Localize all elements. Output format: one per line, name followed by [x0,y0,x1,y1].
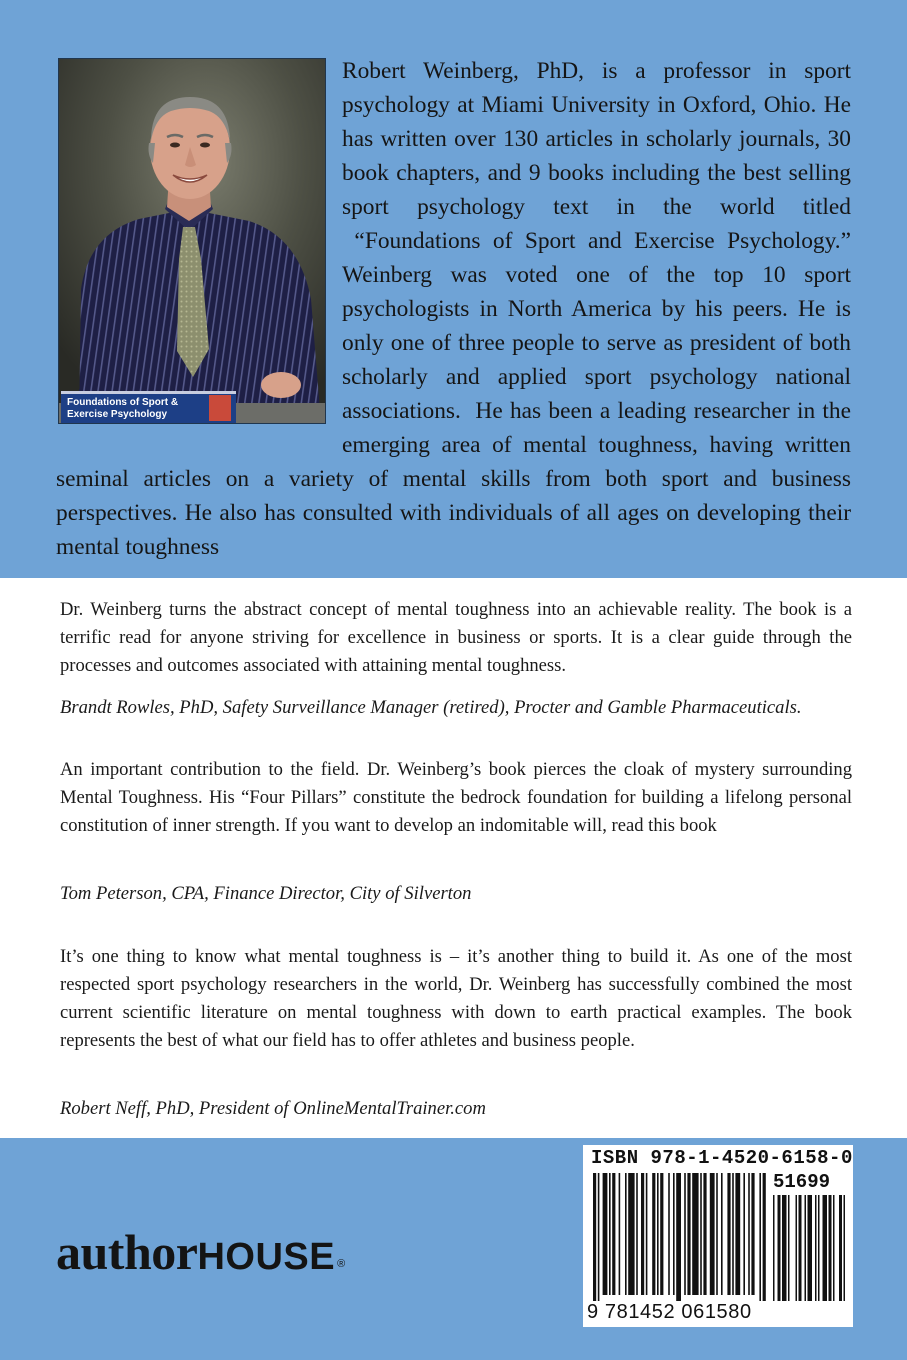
barcode-bar [735,1173,740,1295]
barcode-bar [692,1173,698,1295]
barcode-bar [732,1173,734,1295]
barcode-bar [673,1173,675,1295]
addon-bar [808,1195,813,1301]
barcode-bar [684,1173,686,1295]
barcode-bar [619,1173,621,1295]
barcode-bar [703,1173,706,1295]
addon-bar [805,1195,807,1301]
addon-bar [778,1195,781,1301]
barcode-bar [748,1173,750,1295]
barcode-bar [759,1173,761,1301]
addon-bar [773,1195,775,1301]
barcode-bar [612,1173,615,1295]
barcode-bar [660,1173,663,1295]
testimonial-3-text: It’s one thing to know what mental toughness is – it’s another thing to build it. As one of the most respected sport psychology researchers in the world, Dr. Weinberg has successfully combined the most current scientific literature on mental toughness with down to earth practical examples. The book represents the best of what our field has to offer athletes and business people. [60,946,852,1051]
publisher-logo-part1: author [56,1224,198,1280]
barcode-bars [593,1173,847,1301]
barcode-bar [710,1173,715,1295]
addon-bar [839,1195,842,1301]
barcode-bar [727,1173,730,1295]
testimonial-2-attribution: Tom Peterson, CPA, Finance Director, City of Silverton [60,883,472,904]
barcode-bar [641,1173,644,1295]
barcode-bar [700,1173,702,1295]
addon-bar [815,1195,817,1301]
barcode-bar [636,1173,638,1295]
testimonial-3-attribution: Robert Neff, PhD, President of OnlineMentalTrainer.com [60,1098,486,1119]
addon-bar [796,1195,798,1301]
barcode-bar [751,1173,754,1295]
book-title-line2: Exercise Psychology [67,409,168,420]
barcode-bar [716,1173,718,1295]
barcode-bar [676,1173,681,1301]
barcode-bar [609,1173,611,1295]
isbn-label: ISBN 978-1-4520-6158-0 [591,1147,853,1169]
book-title-line1: Foundations of Sport & [67,397,179,408]
isbn-barcode [583,1145,853,1327]
barcode-bar [743,1173,745,1295]
barcode-bar [657,1173,659,1295]
barcode-bar [598,1173,600,1301]
photo-spacer [56,54,342,438]
barcode-bar [668,1173,670,1295]
addon-bar [844,1195,846,1301]
publisher-logo [56,1222,346,1282]
barcode-bar [646,1173,648,1295]
barcode-bar [593,1173,596,1301]
barcode-bar [625,1173,627,1295]
addon-bar [788,1195,790,1301]
addon-bar [829,1195,832,1301]
addon-bar [818,1195,820,1301]
testimonial-1-text: Dr. Weinberg turns the abstract concept of mental toughness into an achievable reality. The book is a terrific read for anyone striving for excellence in business or sports. It is a clear guide through the processes and outcomes associated with attaining mental toughness. [60,599,852,676]
barcode-bar [687,1173,690,1295]
publisher-logo-part2: HOUSE [197,1236,336,1278]
barcode-addon-number: 51699 [773,1171,831,1193]
ean-number: 9 781452 061580 [587,1301,752,1323]
barcode-bar [721,1173,723,1295]
registered-mark: ® [337,1258,346,1270]
addon-bar [823,1195,828,1301]
testimonial-1-attribution: Brandt Rowles, PhD, Safety Surveillance Manager (retired), Procter and Gamble Pharmaceuticals. [60,697,802,718]
barcode-bar [763,1173,766,1301]
testimonial-2-text: An important contribution to the field. Dr. Weinberg’s book pierces the cloak of mystery surrounding Mental Toughness. His “Four Pillars” constitute the bedrock foundation for building a lifelong personal constitution of inner strength. If you want to develop an indomitable will, read this book [60,759,852,836]
barcode-bar [628,1173,634,1295]
author-bio-text: Robert Weinberg, PhD, is a professor in sport psychology at Miami University in Oxford, Ohio. He has written over 130 articles in scholarly journals, 30 book chapters, and 9 books including the best selling sport psychology text in the world titled “Foundations of Sport and Exercise Psychology.” Weinberg was voted one of the top 10 sport psychologists in North America by his peers. He is only one of three people to serve as president of both scholarly and applied sport psychology national associations. He has been a leading researcher in the emerging area of mental toughness, having written seminal articles on a variety of mental skills from both sport and business perspectives. He also has consulted with individuals of all ages on developing their mental toughness [56,58,851,560]
addon-bar [782,1195,787,1301]
barcode-bar [603,1173,608,1295]
addon-bar [799,1195,802,1301]
barcode-bar [652,1173,655,1295]
addon-bar [833,1195,835,1301]
author-bio [56,54,851,564]
